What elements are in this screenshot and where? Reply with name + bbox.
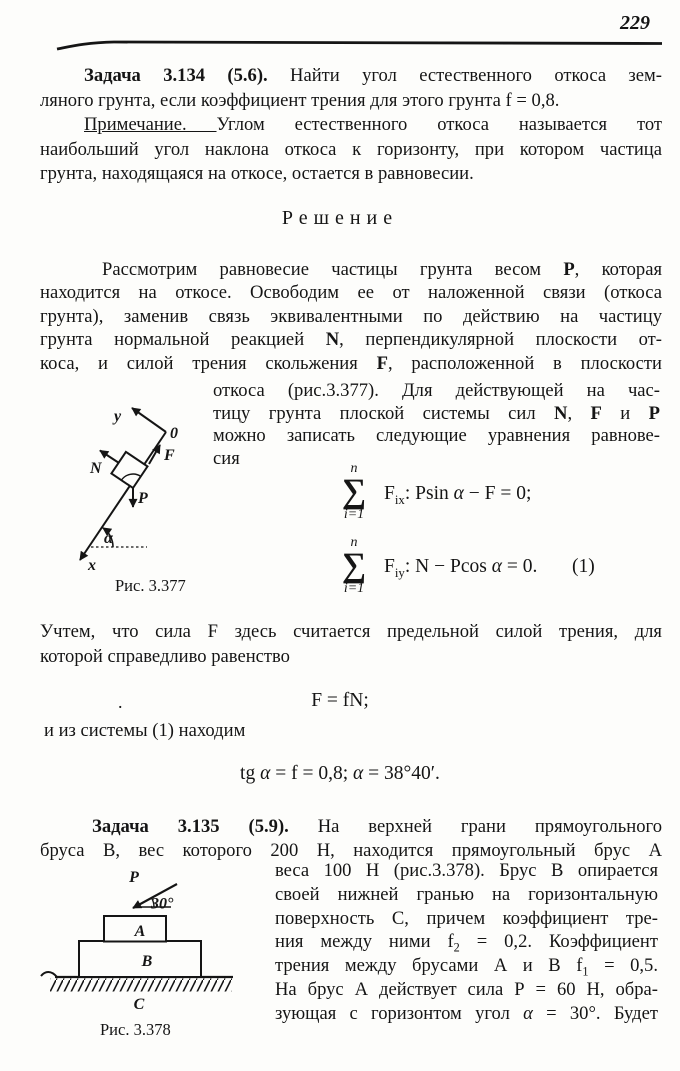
text-line: и из системы (1) находим xyxy=(44,720,246,741)
text-line: откоса (рис.3.377). Для действующей на час- xyxy=(213,380,660,401)
y-axis-arrow xyxy=(132,408,166,432)
result-equation xyxy=(140,761,540,786)
text-line: своей нижней гранью на горизонтальную xyxy=(275,883,658,905)
text-line: ния между ними $f_2 = 0,2$. Коэффициент xyxy=(275,931,658,956)
applied-force-label: P xyxy=(129,869,139,886)
sigma-symbol: ∑ xyxy=(341,547,367,584)
origin-label: 0 xyxy=(170,425,178,442)
weight-force-label: P xyxy=(138,490,148,507)
sum-upper-limit: n xyxy=(350,461,358,476)
figure-3378 xyxy=(38,866,248,1016)
angle-value-label: 30° xyxy=(151,895,174,913)
surface-C-label: C xyxy=(133,996,145,1013)
sigma-symbol: ∑ xyxy=(341,473,367,510)
text-line: наибольший угол наклона откоса к горизонту, при котором частица xyxy=(40,138,662,160)
friction-law-equation xyxy=(240,689,440,713)
text-line: Примечание. Углом естественного откоса называется тот xyxy=(84,114,662,135)
summation-2 xyxy=(338,536,370,595)
text-line: тицу грунта плоской системы сил N, F и Р xyxy=(213,402,661,424)
friction-force-label: F xyxy=(164,447,175,464)
equation-line: F = fN; xyxy=(311,690,369,711)
block-B xyxy=(79,941,201,977)
ground-hatching xyxy=(50,979,232,992)
particle-block xyxy=(111,452,147,488)
text-line: Рассмотрим равновесие частицы грунта весом Р, которая xyxy=(102,259,663,280)
text-line: грунта нормальной реакцией N, перпендикулярной плоскости от- xyxy=(40,329,663,351)
block-A-label: A xyxy=(134,923,146,940)
friction-note-paragraph xyxy=(40,620,662,669)
text-line: бруса В, вес которого 200 Н, находится прямоугольный брус А xyxy=(40,840,662,861)
text-line: грунта), заменив связь эквивалентными по действию на частицу xyxy=(40,305,662,327)
i-iz-line xyxy=(44,719,444,743)
solution-paragraph xyxy=(40,258,662,375)
text-line: сия xyxy=(213,447,240,469)
text-line: Учтем, что сила F здесь считается предельной силой трения, для xyxy=(40,621,662,642)
text-line: можно записать следующие уравнения равнове- xyxy=(213,425,660,447)
text-line: которой справедливо равенство xyxy=(40,645,290,667)
alpha-angle-label: α xyxy=(104,530,113,547)
text-line: веса 100 Н (рис.3.378). Брус В опирается xyxy=(275,860,658,881)
text-line: трения между брусами А и В $f_1 = 0,5$. xyxy=(275,955,658,979)
page-number: 229 xyxy=(620,12,650,34)
text-line: поверхность С, причем коэффициент тре- xyxy=(275,907,658,929)
solution-heading: Решение xyxy=(281,207,399,229)
sum-lower-limit: i=1 xyxy=(343,507,365,522)
text-line: зующая с горизонтом угол α = 30°. Будет xyxy=(275,1002,658,1024)
sum-upper-limit: n xyxy=(350,535,358,550)
incline-line xyxy=(80,432,166,560)
problem-3135-paragraph xyxy=(40,815,662,863)
equation-line: tg α = f = 0,8; α = 38°40′. xyxy=(240,763,440,784)
sum-lower-limit: i=1 xyxy=(343,581,365,596)
problem-3135-wrapped xyxy=(275,859,658,1026)
equation-fix: $F_{ix}$: Psin α − F = 0; xyxy=(384,483,532,507)
figure-3377-caption: Рис. 3.377 xyxy=(115,576,186,595)
equation-fiy: $F_{iy}$: N − Pcos α = 0. xyxy=(384,556,538,580)
block-B-label: B xyxy=(141,953,153,970)
figure-3377 xyxy=(70,390,210,575)
figure-3378-caption: Рис. 3.378 xyxy=(100,1020,171,1039)
x-axis-label: x xyxy=(88,557,96,574)
text-line: грунта, находящаяся на откосе, остается в равновесии. xyxy=(40,163,474,184)
summation-1 xyxy=(338,462,370,521)
text-line: Задача 3.134 (5.6). Найти угол естественного откоса зем- xyxy=(84,65,662,86)
header-rule xyxy=(34,34,666,54)
y-axis-label: y xyxy=(114,408,122,425)
equation-tag: (1) xyxy=(572,556,595,577)
text-line: Задача 3.135 (5.9). На верхней грани прямоугольного xyxy=(92,816,662,837)
ground-line-curl xyxy=(41,972,57,977)
text-line: ляного грунта, если коэффициент трения для этого грунта f = 0,8. xyxy=(40,89,560,111)
normal-force-arrow xyxy=(100,451,119,464)
normal-force-label: N xyxy=(90,460,102,477)
scan-artifact-dot: . xyxy=(118,692,123,712)
text-line: коса, и силой трения скольжения F, расположенной в плоскости xyxy=(40,352,663,374)
text-line: На брус А действует сила Р = 60 Н, обра- xyxy=(275,978,658,1000)
solution-paragraph-wrapped xyxy=(213,380,660,470)
problem-3134-paragraph xyxy=(40,64,662,187)
text-line: находится на откосе. Освободим ее от наложенной связи (откоса xyxy=(40,282,662,304)
